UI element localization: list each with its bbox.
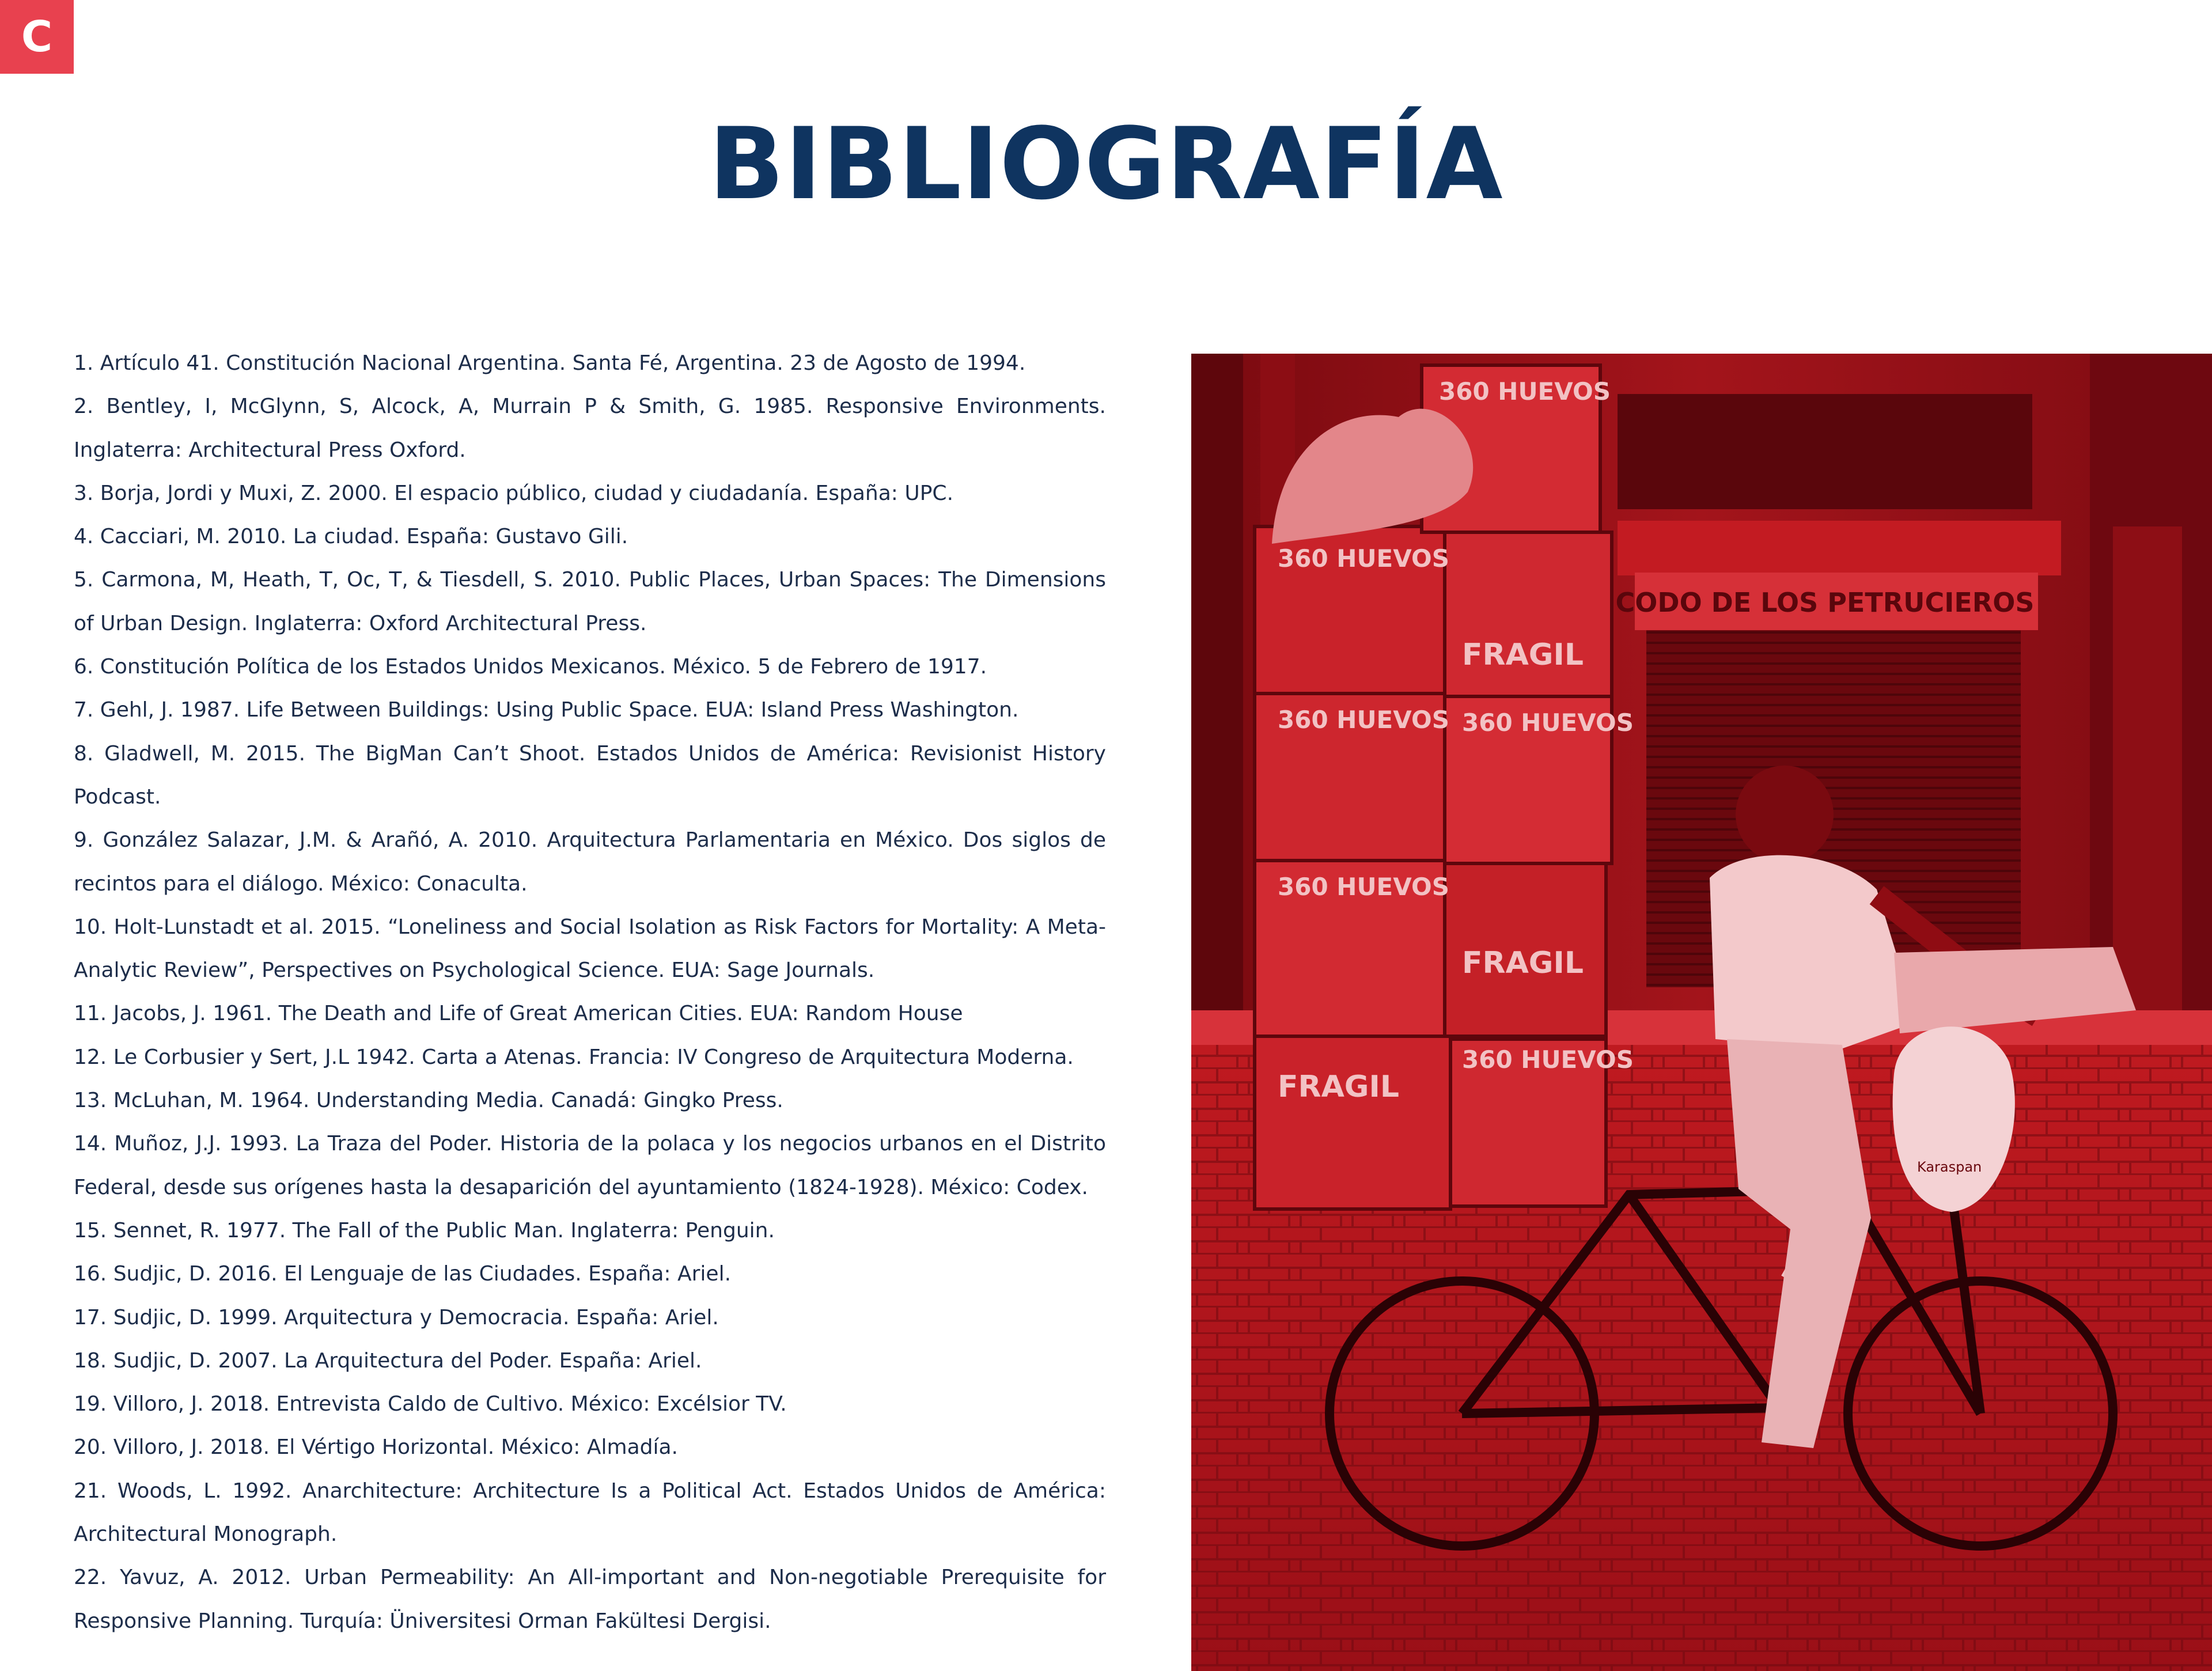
bibliography-entry: 20. Villoro, J. 2018. El Vértigo Horizontal. México: Almadía. bbox=[74, 1435, 678, 1460]
bibliography-entry: 8. Gladwell, M. 2015. The BigMan Can’t Shoot. Estados Unidos de América: Revisionist History Podcast. bbox=[74, 741, 1106, 809]
bibliography-entry: 16. Sudjic, D. 2016. El Lenguaje de las Ciudades. España: Ariel. bbox=[74, 1262, 732, 1286]
svg-text:360 HUEVOS: 360 HUEVOS bbox=[1439, 377, 1611, 406]
svg-text:CODO DE LOS PETRUCIEROS: CODO DE LOS PETRUCIEROS bbox=[1615, 587, 2035, 618]
svg-text:Karaspan: Karaspan bbox=[1917, 1159, 1982, 1175]
svg-text:FRAGIL: FRAGIL bbox=[1462, 946, 1584, 980]
bibliography-entry: 9. González Salazar, J.M. & Arañó, A. 2010. Arquitectura Parlamentaria en México. Dos siglos de recintos para el diálogo. México: Conaculta. bbox=[74, 828, 1106, 896]
svg-text:360 HUEVOS: 360 HUEVOS bbox=[1278, 873, 1449, 901]
bibliography-entry: 1. Artículo 41. Constitución Nacional Argentina. Santa Fé, Argentina. 23 de Agosto de 1994. bbox=[74, 351, 1026, 375]
bibliography-list bbox=[74, 342, 1106, 1643]
section-letter-badge: C bbox=[0, 0, 74, 74]
svg-text:360 HUEVOS: 360 HUEVOS bbox=[1278, 706, 1449, 734]
bibliography-entry: 15. Sennet, R. 1977. The Fall of the Public Man. Inglaterra: Penguin. bbox=[74, 1218, 775, 1242]
bibliography-entry: 17. Sudjic, D. 1999. Arquitectura y Democracia. España: Ariel. bbox=[74, 1305, 719, 1329]
bibliography-entry: 21. Woods, L. 1992. Anarchitecture: Architecture Is a Political Act. Estados Unidos de América: Architectural Monograph. bbox=[74, 1479, 1106, 1547]
svg-text:FRAGIL: FRAGIL bbox=[1278, 1070, 1399, 1104]
svg-text:360 HUEVOS: 360 HUEVOS bbox=[1462, 708, 1634, 737]
svg-text:FRAGIL: FRAGIL bbox=[1462, 638, 1584, 672]
svg-text:360 HUEVOS: 360 HUEVOS bbox=[1462, 1045, 1634, 1074]
bicycle-delivery-photo bbox=[1191, 354, 2212, 1671]
bibliography-entry: 13. McLuhan, M. 1964. Understanding Media. Canadá: Gingko Press. bbox=[74, 1089, 783, 1113]
bibliography-entry: 22. Yavuz, A. 2012. Urban Permeability: An All-important and Non-negotiable Prerequisite for Responsive Planning. Turquía: Üniversitesi Orman Fakültesi Dergisi. bbox=[74, 1566, 1106, 1633]
building-sign-board bbox=[1618, 394, 2032, 509]
svg-text:360 HUEVOS: 360 HUEVOS bbox=[1278, 544, 1449, 573]
bibliography-entry: 5. Carmona, M, Heath, T, Oc, T, & Tiesdell, S. 2010. Public Places, Urban Spaces: The Dimensions of Urban Design. Inglaterra: Oxford Architectural Press. bbox=[74, 568, 1106, 635]
bibliography-entry: 12. Le Corbusier y Sert, J.L 1942. Carta a Atenas. Francia: IV Congreso de Arquitectura Moderna. bbox=[74, 1045, 1074, 1069]
bibliography-entry: 14. Muñoz, J.J. 1993. La Traza del Poder. Historia de la polaca y los negocios urbanos en el Distrito Federal, desde sus orígenes hasta la desaparición del ayuntamiento (1824-1928). México: Codex. bbox=[74, 1132, 1106, 1199]
bibliography-entry: 6. Constitución Política de los Estados Unidos Mexicanos. México. 5 de Febrero de 1917. bbox=[74, 655, 987, 679]
page-title: BIBLIOGRAFÍA bbox=[709, 106, 1503, 222]
bibliography-entry: 4. Cacciari, M. 2010. La ciudad. España: Gustavo Gili. bbox=[74, 525, 628, 549]
bibliography-entry: 3. Borja, Jordi y Muxi, Z. 2000. El espacio público, ciudad y ciudadanía. España: UPC. bbox=[74, 481, 954, 505]
bibliography-entry: 7. Gehl, J. 1987. Life Between Buildings: Using Public Space. EUA: Island Press Washington. bbox=[74, 698, 1019, 722]
bibliography-entry: 2. Bentley, I, McGlynn, S, Alcock, A, Murrain P & Smith, G. 1985. Responsive Environments. Inglaterra: Architectural Press Oxford. bbox=[74, 395, 1106, 462]
bibliography-entry: 11. Jacobs, J. 1961. The Death and Life of Great American Cities. EUA: Random House bbox=[74, 1002, 963, 1026]
bibliography-entry: 10. Holt-Lunstadt et al. 2015. “Loneliness and Social Isolation as Risk Factors for Mortality: A Meta-Analytic Review”, Perspectives on Psychological Science. EUA: Sage Journals. bbox=[74, 915, 1106, 983]
bibliography-entry: 18. Sudjic, D. 2007. La Arquitectura del Poder. España: Ariel. bbox=[74, 1348, 702, 1373]
bibliography-entry: 19. Villoro, J. 2018. Entrevista Caldo de Cultivo. México: Excélsior TV. bbox=[74, 1392, 787, 1416]
